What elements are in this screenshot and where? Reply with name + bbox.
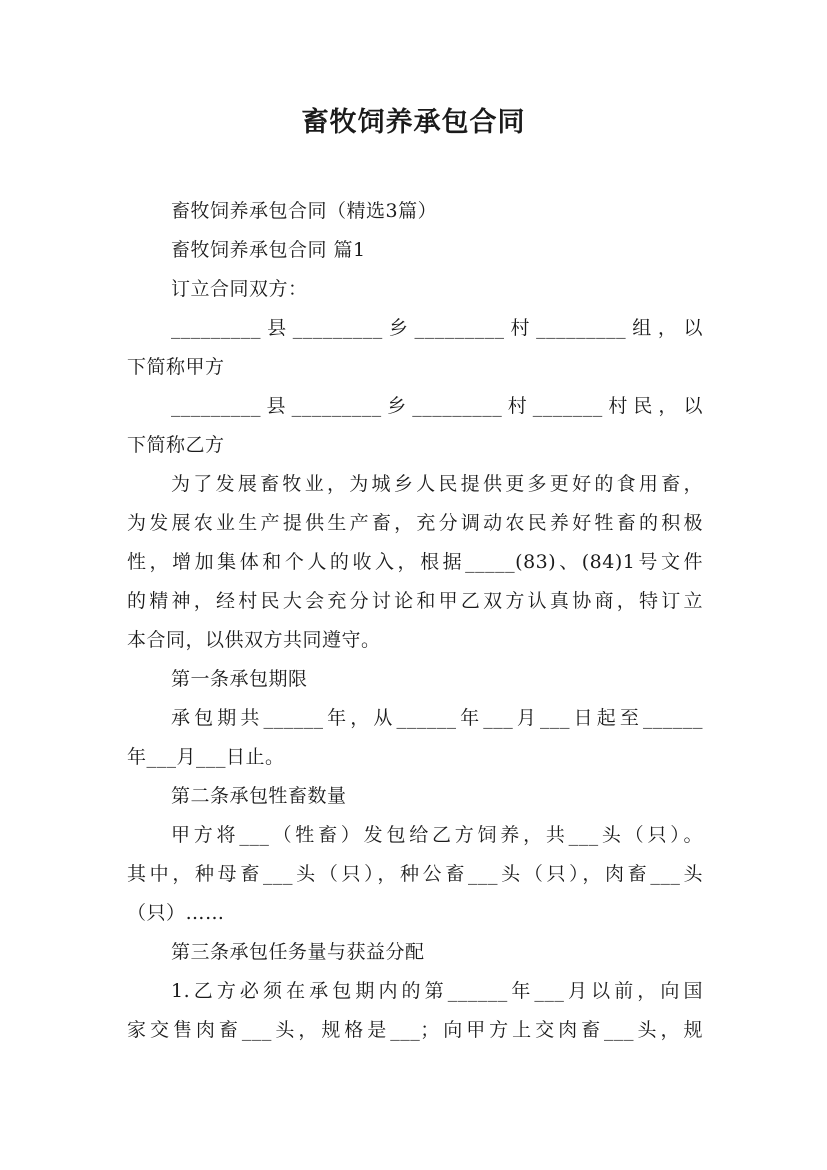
paragraph-line: 甲方将___（牲畜）发包给乙方饲养，共___头（只）。 [171,824,703,846]
subtitle-line: 畜牧饲养承包合同（精选3篇） [171,200,438,222]
clause-heading: 第二条承包牲畜数量 [171,785,347,807]
clause-heading: 第三条承包任务量与获益分配 [171,941,425,963]
paragraph-line: 性，增加集体和个人的收入，根据_____(83)、(84)1号文件 [127,551,703,573]
paragraph-line: 下简称甲方 [127,356,225,378]
paragraph-line: 订立合同双方： [171,278,308,300]
paragraph-line: 年___月___日止。 [127,746,285,768]
paragraph-line: （只）…… [127,902,225,924]
document-body [127,192,703,1050]
paragraph-line: _________县_________乡_________村_________组，以 [171,317,703,339]
clause-heading: 第一条承包期限 [171,668,308,690]
paragraph-line: 1.乙方必须在承包期内的第______年___月以前，向国 [171,980,703,1002]
paragraph-line: 为了发展畜牧业，为城乡人民提供更多更好的食用畜， [171,473,703,495]
paragraph-line: 为发展农业生产提供生产畜，充分调动农民养好牲畜的积极 [127,512,703,534]
paragraph-line: 下简称乙方 [127,434,225,456]
paragraph-line: 承包期共______年，从______年___月___日起至______ [171,707,703,729]
document-title: 畜牧饲养承包合同 [301,107,526,138]
paragraph-line: 家交售肉畜___头，规格是___；向甲方上交肉畜___头，规 [127,1019,703,1041]
paragraph-line: 的精神，经村民大会充分讨论和甲乙双方认真协商，特订立 [127,590,703,612]
paragraph-line: _________县_________乡_________村_______村民，以 [171,395,703,417]
paragraph-line: 本合同，以供双方共同遵守。 [127,629,381,651]
paragraph-line: 其中，种母畜___头（只），种公畜___头（只），肉畜___头 [127,863,703,885]
section-heading: 畜牧饲养承包合同 篇1 [171,239,366,261]
